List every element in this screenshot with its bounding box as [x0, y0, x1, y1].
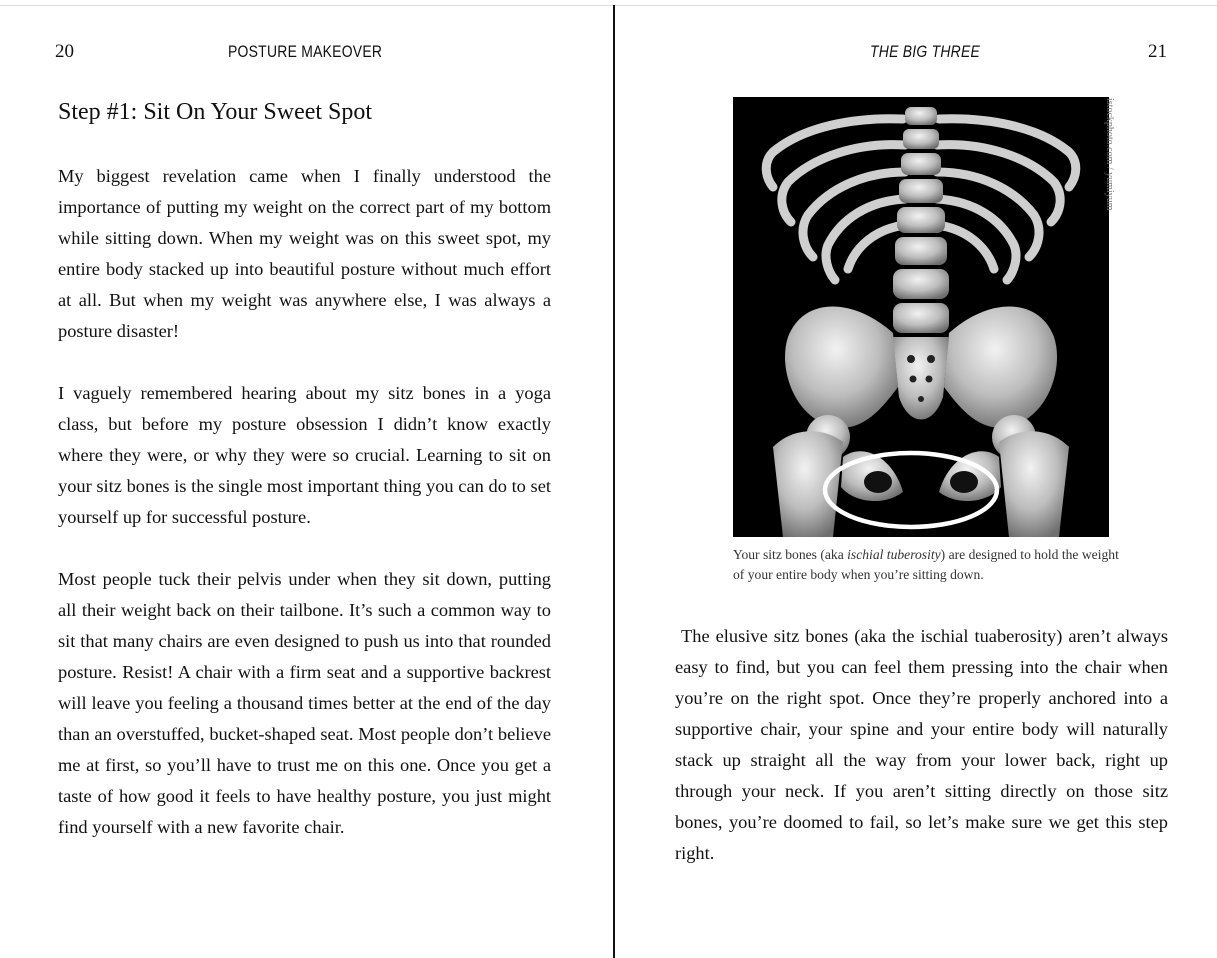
- pelvis-xray-figure: [733, 97, 1109, 537]
- left-paragraph-3: Most people tuck their pelvis under when they sit down, putting all their weight back on their tailbone. It’s such a common way to sit that many chairs are even designed to push us into that rounded posture. Resist! A chair with a firm seat and a supportive backrest will leave you feeling a thousand times better at the end of the day than an overstuffed, bucket-shaped seat. Most people don’t believe me at first, so you’ll have to trust me on this one. Once you get a taste of how good it feels to have healthy posture, you just might find yourself with a new favorite chair.: [58, 569, 551, 837]
- pelvis: [773, 306, 1069, 537]
- caption-text-before: Your sitz bones (aka: [733, 547, 848, 562]
- ribs-right: [937, 119, 1076, 280]
- right-page-number: 21: [1148, 41, 1167, 62]
- left-paragraph-2: I vaguely remembered hearing about my sitz bones in a yoga class, but before my posture obsession I didn’t know exactly where they were, or why they were so crucial. Learning to sit on your sitz bones is the single most important thing you can do to set yourself up for successful posture.: [58, 383, 551, 527]
- right-body-text: [675, 621, 1168, 869]
- image-credit: istockphoto.com / yumiyum: [1104, 98, 1115, 211]
- left-page-number: 20: [55, 41, 74, 62]
- caption-italic-term: ischial tuberosity: [847, 547, 941, 562]
- figure-caption: [733, 545, 1123, 585]
- caption-text-after: ) are designed to hold the weight of your entire body when you’re sitting down.: [733, 547, 1119, 582]
- right-paragraph-1: The elusive sitz bones (aka the ischial tuaberosity) aren’t always easy to find, but you can feel them pressing into the chair when you’re on the right spot. Once they’re properly anchored into a supportive chair, your spine and your entire body will naturally stack up straight all the way from your lower back, right up through your neck. If you aren’t sitting directly on those sitz bones, you’re doomed to fail, so let’s make sure we get this step right.: [675, 626, 1168, 863]
- book-spine-divider: [613, 5, 615, 958]
- skeleton-illustration: [733, 97, 1109, 537]
- left-paragraph-1: My biggest revelation came when I finally understood the importance of putting my weight on the correct part of my bottom while sitting down. When my weight was on this sweet spot, my entire body stacked up into beautiful posture without much effort at all. But when my weight was anywhere else, I was always a posture disaster!: [58, 166, 551, 341]
- right-page: [616, 0, 1217, 958]
- step-heading: Step #1: Sit On Your Sweet Spot: [58, 99, 373, 125]
- ribs-left: [766, 119, 905, 280]
- right-running-head: THE BIG THREE: [870, 42, 981, 61]
- left-body-text: [58, 161, 551, 843]
- obturator-holes: [864, 471, 978, 493]
- left-running-head: POSTURE MAKEOVER: [228, 42, 383, 61]
